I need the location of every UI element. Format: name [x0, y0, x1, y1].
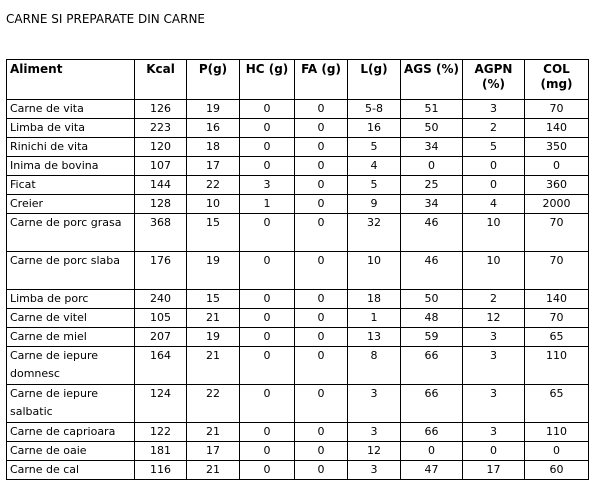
- col-header-aliment: Aliment: [7, 60, 135, 100]
- cell-p: 19: [187, 252, 240, 290]
- col-header-col: COL (mg): [525, 60, 589, 100]
- cell-p: 21: [187, 309, 240, 328]
- cell-p: 21: [187, 461, 240, 480]
- cell-l: 5: [348, 176, 401, 195]
- cell-kcal: 368: [135, 214, 187, 252]
- cell-col: 70: [525, 214, 589, 252]
- cell-hc: 0: [240, 442, 295, 461]
- cell-agpn: 2: [463, 119, 525, 138]
- cell-ags: 51: [401, 100, 463, 119]
- cell-col: 0: [525, 157, 589, 176]
- cell-col: 140: [525, 119, 589, 138]
- page-title: CARNE SI PREPARATE DIN CARNE: [6, 12, 206, 26]
- cell-aliment: Carne de porc grasa: [7, 214, 135, 252]
- cell-kcal: 107: [135, 157, 187, 176]
- cell-p: 15: [187, 290, 240, 309]
- table-row: [7, 309, 589, 328]
- cell-l: 13: [348, 328, 401, 347]
- cell-kcal: 126: [135, 100, 187, 119]
- col-header-agpn: AGPN (%): [463, 60, 525, 100]
- cell-fa: 0: [295, 442, 348, 461]
- cell-ags: 66: [401, 347, 463, 385]
- cell-agpn: 0: [463, 442, 525, 461]
- cell-hc: 3: [240, 176, 295, 195]
- cell-p: 21: [187, 423, 240, 442]
- cell-col: 65: [525, 328, 589, 347]
- cell-ags: 34: [401, 195, 463, 214]
- cell-fa: 0: [295, 461, 348, 480]
- col-header-hc: HC (g): [240, 60, 295, 100]
- table-row: [7, 100, 589, 119]
- table-row: [7, 195, 589, 214]
- cell-col: 2000: [525, 195, 589, 214]
- cell-fa: 0: [295, 347, 348, 385]
- cell-ags: 50: [401, 119, 463, 138]
- cell-agpn: 0: [463, 176, 525, 195]
- cell-col: 70: [525, 252, 589, 290]
- cell-aliment: Carne de vitel: [7, 309, 135, 328]
- cell-aliment: Carne de caprioara: [7, 423, 135, 442]
- table-row: [7, 290, 589, 309]
- cell-p: 21: [187, 347, 240, 385]
- cell-l: 32: [348, 214, 401, 252]
- table-row: [7, 176, 589, 195]
- cell-agpn: 3: [463, 328, 525, 347]
- cell-ags: 59: [401, 328, 463, 347]
- cell-aliment: Inima de bovina: [7, 157, 135, 176]
- col-header-l: L(g): [348, 60, 401, 100]
- cell-col: 110: [525, 423, 589, 442]
- cell-fa: 0: [295, 309, 348, 328]
- cell-fa: 0: [295, 138, 348, 157]
- cell-fa: 0: [295, 214, 348, 252]
- cell-aliment: Rinichi de vita: [7, 138, 135, 157]
- col-header-p: P(g): [187, 60, 240, 100]
- cell-l: 16: [348, 119, 401, 138]
- cell-hc: 0: [240, 385, 295, 423]
- cell-kcal: 176: [135, 252, 187, 290]
- cell-p: 19: [187, 328, 240, 347]
- table-row: [7, 347, 589, 385]
- cell-aliment: Creier: [7, 195, 135, 214]
- cell-l: 3: [348, 423, 401, 442]
- cell-col: 360: [525, 176, 589, 195]
- table-header-row: [7, 60, 589, 100]
- cell-agpn: 10: [463, 252, 525, 290]
- cell-l: 5-8: [348, 100, 401, 119]
- nutrition-table: [6, 59, 589, 480]
- cell-hc: 1: [240, 195, 295, 214]
- cell-p: 16: [187, 119, 240, 138]
- cell-fa: 0: [295, 100, 348, 119]
- cell-agpn: 0: [463, 157, 525, 176]
- cell-aliment: Carne de iepure salbatic: [7, 385, 135, 423]
- table-row: [7, 385, 589, 423]
- cell-agpn: 3: [463, 347, 525, 385]
- cell-kcal: 120: [135, 138, 187, 157]
- cell-ags: 46: [401, 214, 463, 252]
- cell-p: 17: [187, 157, 240, 176]
- cell-l: 9: [348, 195, 401, 214]
- cell-kcal: 124: [135, 385, 187, 423]
- cell-col: 350: [525, 138, 589, 157]
- cell-col: 70: [525, 100, 589, 119]
- cell-l: 8: [348, 347, 401, 385]
- col-header-ags: AGS (%): [401, 60, 463, 100]
- cell-l: 18: [348, 290, 401, 309]
- cell-ags: 66: [401, 423, 463, 442]
- table-row: [7, 328, 589, 347]
- cell-p: 10: [187, 195, 240, 214]
- cell-l: 4: [348, 157, 401, 176]
- cell-aliment: Carne de oaie: [7, 442, 135, 461]
- cell-hc: 0: [240, 347, 295, 385]
- cell-fa: 0: [295, 328, 348, 347]
- cell-aliment: Carne de vita: [7, 100, 135, 119]
- cell-l: 3: [348, 385, 401, 423]
- cell-kcal: 128: [135, 195, 187, 214]
- cell-agpn: 2: [463, 290, 525, 309]
- cell-kcal: 164: [135, 347, 187, 385]
- cell-fa: 0: [295, 195, 348, 214]
- cell-agpn: 3: [463, 423, 525, 442]
- table-row: [7, 423, 589, 442]
- table-row: [7, 214, 589, 252]
- cell-ags: 66: [401, 385, 463, 423]
- cell-l: 12: [348, 442, 401, 461]
- cell-agpn: 17: [463, 461, 525, 480]
- cell-col: 110: [525, 347, 589, 385]
- cell-aliment: Carne de porc slaba: [7, 252, 135, 290]
- cell-p: 19: [187, 100, 240, 119]
- cell-col: 70: [525, 309, 589, 328]
- cell-agpn: 3: [463, 385, 525, 423]
- cell-kcal: 122: [135, 423, 187, 442]
- cell-fa: 0: [295, 290, 348, 309]
- cell-ags: 50: [401, 290, 463, 309]
- cell-ags: 46: [401, 252, 463, 290]
- table-row: [7, 442, 589, 461]
- cell-l: 10: [348, 252, 401, 290]
- cell-hc: 0: [240, 119, 295, 138]
- cell-hc: 0: [240, 328, 295, 347]
- cell-aliment: Limba de vita: [7, 119, 135, 138]
- cell-kcal: 144: [135, 176, 187, 195]
- table-row: [7, 157, 589, 176]
- cell-l: 3: [348, 461, 401, 480]
- cell-fa: 0: [295, 423, 348, 442]
- cell-agpn: 5: [463, 138, 525, 157]
- cell-p: 18: [187, 138, 240, 157]
- cell-hc: 0: [240, 461, 295, 480]
- cell-hc: 0: [240, 214, 295, 252]
- table-row: [7, 119, 589, 138]
- cell-aliment: Carne de miel: [7, 328, 135, 347]
- cell-hc: 0: [240, 252, 295, 290]
- cell-agpn: 12: [463, 309, 525, 328]
- cell-hc: 0: [240, 138, 295, 157]
- cell-ags: 0: [401, 442, 463, 461]
- cell-p: 22: [187, 176, 240, 195]
- cell-ags: 25: [401, 176, 463, 195]
- cell-kcal: 240: [135, 290, 187, 309]
- col-header-fa: FA (g): [295, 60, 348, 100]
- cell-aliment: Carne de iepure domnesc: [7, 347, 135, 385]
- cell-col: 65: [525, 385, 589, 423]
- cell-kcal: 207: [135, 328, 187, 347]
- cell-kcal: 105: [135, 309, 187, 328]
- cell-col: 60: [525, 461, 589, 480]
- cell-aliment: Limba de porc: [7, 290, 135, 309]
- cell-hc: 0: [240, 309, 295, 328]
- table-row: [7, 461, 589, 480]
- cell-l: 1: [348, 309, 401, 328]
- cell-ags: 34: [401, 138, 463, 157]
- cell-col: 140: [525, 290, 589, 309]
- table-row: [7, 252, 589, 290]
- cell-ags: 47: [401, 461, 463, 480]
- cell-l: 5: [348, 138, 401, 157]
- cell-p: 17: [187, 442, 240, 461]
- cell-agpn: 10: [463, 214, 525, 252]
- cell-fa: 0: [295, 157, 348, 176]
- cell-hc: 0: [240, 290, 295, 309]
- cell-fa: 0: [295, 252, 348, 290]
- cell-fa: 0: [295, 385, 348, 423]
- cell-agpn: 3: [463, 100, 525, 119]
- cell-aliment: Carne de cal: [7, 461, 135, 480]
- cell-kcal: 116: [135, 461, 187, 480]
- cell-hc: 0: [240, 157, 295, 176]
- cell-ags: 0: [401, 157, 463, 176]
- cell-hc: 0: [240, 100, 295, 119]
- table-row: [7, 138, 589, 157]
- cell-p: 22: [187, 385, 240, 423]
- cell-kcal: 223: [135, 119, 187, 138]
- cell-aliment: Ficat: [7, 176, 135, 195]
- cell-col: 0: [525, 442, 589, 461]
- cell-fa: 0: [295, 176, 348, 195]
- cell-fa: 0: [295, 119, 348, 138]
- cell-ags: 48: [401, 309, 463, 328]
- cell-hc: 0: [240, 423, 295, 442]
- cell-kcal: 181: [135, 442, 187, 461]
- cell-agpn: 4: [463, 195, 525, 214]
- cell-p: 15: [187, 214, 240, 252]
- col-header-kcal: Kcal: [135, 60, 187, 100]
- table-body: [7, 100, 589, 480]
